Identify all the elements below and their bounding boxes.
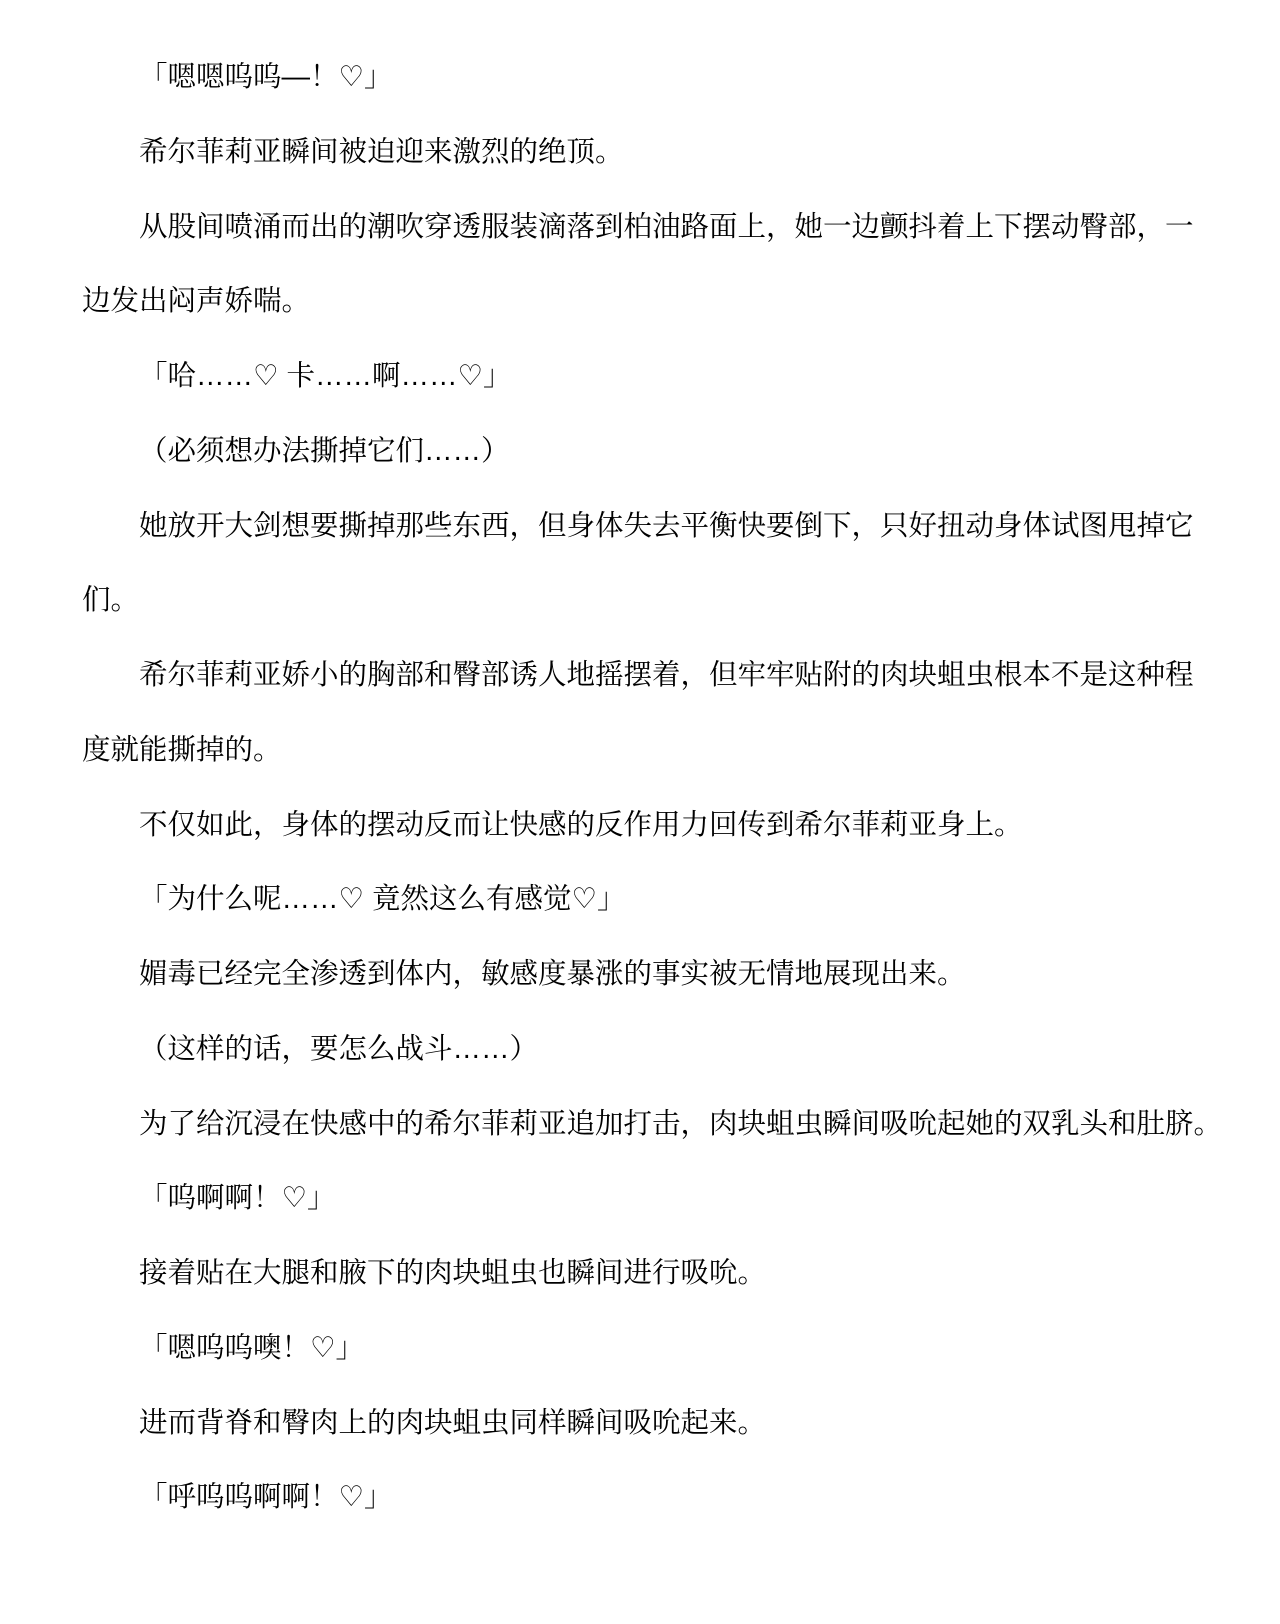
text-line: 不仅如此，身体的摆动反而让快感的反作用力回传到希尔菲莉亚身上。	[139, 808, 1023, 841]
text-line: 度就能撕掉的。	[82, 733, 282, 766]
paragraph	[82, 1012, 1280, 1087]
text-line: 接着贴在大腿和腋下的肉块蛆虫也瞬间进行吸吮。	[139, 1257, 767, 1289]
text-line: 为了给沉浸在快感中的希尔菲莉亚追加打击，肉块蛆虫瞬间吸吮起她的双乳头和肚脐。	[139, 1107, 1223, 1140]
paragraph	[82, 1236, 1280, 1311]
text-line: 「呼呜呜啊啊！♡」	[139, 1481, 393, 1514]
text-line: 进而背脊和臀肉上的肉块蛆虫同样瞬间吸吮起来。	[139, 1406, 767, 1439]
paragraph	[82, 1311, 1280, 1386]
paragraph	[82, 115, 1280, 190]
text-line: 「嗯呜呜噢！♡」	[139, 1331, 365, 1364]
text-line: （这样的话，要怎么战斗……）	[139, 1032, 539, 1065]
paragraph	[82, 1087, 1280, 1162]
text-line: 希尔菲莉亚瞬间被迫迎来激烈的绝顶。	[139, 135, 624, 168]
paragraph	[82, 339, 1280, 414]
paragraph	[82, 788, 1280, 863]
text-line: 边发出闷声娇喘。	[82, 285, 311, 318]
paragraph	[82, 489, 1280, 639]
text-line: 媚毒已经完全渗透到体内，敏感度暴涨的事实被无情地展现出来。	[139, 958, 966, 990]
text-line: （必须想办法撕掉它们……）	[139, 434, 510, 467]
paragraph	[82, 862, 1280, 937]
paragraph	[82, 414, 1280, 489]
paragraph	[82, 190, 1280, 340]
paragraph	[82, 1460, 1280, 1535]
text-line: 她放开大剑想要撕掉那些东西，但身体失去平衡快要倒下，只好扭动身体试图甩掉它	[139, 509, 1194, 542]
text-line: 从股间喷涌而出的潮吹穿透服装滴落到柏油路面上，她一边颤抖着上下摆动臀部，一	[139, 210, 1194, 243]
text-line: 们。	[82, 584, 140, 617]
paragraph	[82, 638, 1280, 788]
paragraph	[82, 1386, 1280, 1461]
text-line: 「呜啊啊！♡」	[139, 1182, 336, 1215]
paragraph	[82, 40, 1280, 115]
text-line: 「哈……♡ 卡……啊……♡」	[139, 360, 512, 392]
text-line: 「为什么呢……♡ 竟然这么有感觉♡」	[139, 883, 626, 916]
paragraph	[82, 937, 1280, 1012]
paragraph	[82, 1161, 1280, 1236]
text-line: 希尔菲莉亚娇小的胸部和臀部诱人地摇摆着，但牢牢贴附的肉块蛆虫根本不是这种程	[139, 659, 1194, 691]
text-line: 「嗯嗯呜呜—！♡」	[139, 61, 393, 93]
